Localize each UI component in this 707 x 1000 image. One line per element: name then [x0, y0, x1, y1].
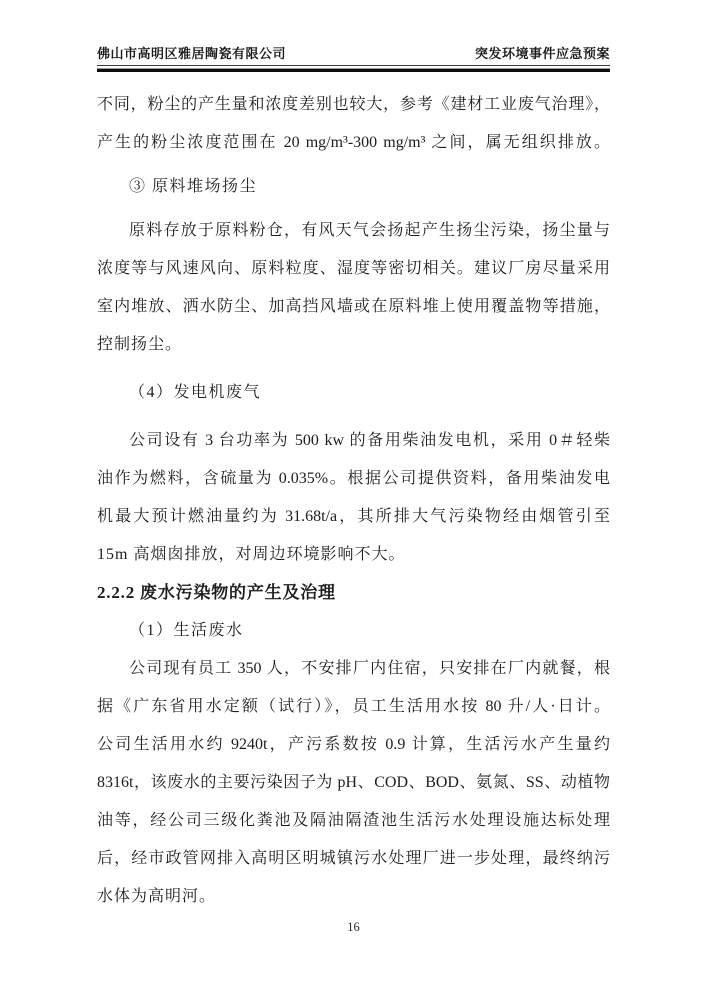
header-company-name: 佛山市高明区雅居陶瓷有限公司 — [97, 46, 287, 61]
text-line: 公司现有员工 350 人，不安排厂内住宿，只安排在厂内就餐，根 — [129, 660, 610, 677]
text-line: 控制扬尘。 — [97, 336, 183, 353]
header-row — [97, 45, 610, 66]
heading-line: 2.2.2 废水污染物的产生及治理 — [97, 583, 336, 602]
text-line: 油作为燃料，含硫量为 0.035%。根据公司提供资料，备用柴油发电 — [97, 470, 610, 487]
text-line: 8316t，该废水的主要污染因子为 pH、COD、BOD、氨氮、SS、动植物 — [97, 774, 610, 791]
text-line: 水体为高明河。 — [97, 888, 217, 905]
text-line: 室内堆放、洒水防尘、加高挡风墙或在原料堆上使用覆盖物等措施， — [97, 298, 610, 315]
text-line: 原料存放于原料粉仓，有风天气会扬起产生扬尘污染，扬尘量与 — [129, 222, 610, 239]
text-line: 机最大预计燃油量约为 31.68t/a，其所排大气污染物经由烟管引至 — [97, 508, 610, 525]
page-number: 16 — [347, 920, 360, 934]
page-footer — [0, 920, 707, 935]
page-header — [97, 45, 610, 72]
heading-line: （4）发电机废气 — [129, 384, 262, 401]
header-document-title: 突发环境事件应急预案 — [474, 46, 610, 61]
text-line: 公司生活用水约 9240t，产污系数按 0.9 计算，生活污水产生量约 — [97, 736, 610, 753]
text-line: 后，经市政管网排入高明区明城镇污水处理厂进一步处理，最终纳污 — [97, 850, 610, 867]
text-line: 不同，粉尘的产生量和浓度差别也较大，参考《建材工业废气治理》， — [97, 96, 610, 113]
header-rule — [97, 69, 610, 73]
text-line: 产生的粉尘浓度范围在 20 mg/m³-300 mg/m³ 之间，属无组织排放。 — [97, 134, 610, 151]
heading-line: （1）生活废水 — [129, 622, 244, 639]
heading-line: ③ 原料堆场扬尘 — [129, 178, 258, 195]
text-line: 公司设有 3 台功率为 500 kw 的备用柴油发电机，采用 0＃轻柴 — [129, 432, 610, 449]
document-body — [97, 86, 610, 916]
text-line: 据《广东省用水定额（试行）》，员工生活用水按 80 升/人·日计。 — [97, 698, 610, 715]
text-line: 油等，经公司三级化粪池及隔油隔渣池生活污水处理设施达标处理 — [97, 812, 610, 829]
text-line: 浓度等与风速风向、原料粒度、湿度等密切相关。建议厂房尽量采用 — [97, 260, 610, 277]
text-line: 15m 高烟囱排放，对周边环境影响不大。 — [97, 546, 406, 563]
